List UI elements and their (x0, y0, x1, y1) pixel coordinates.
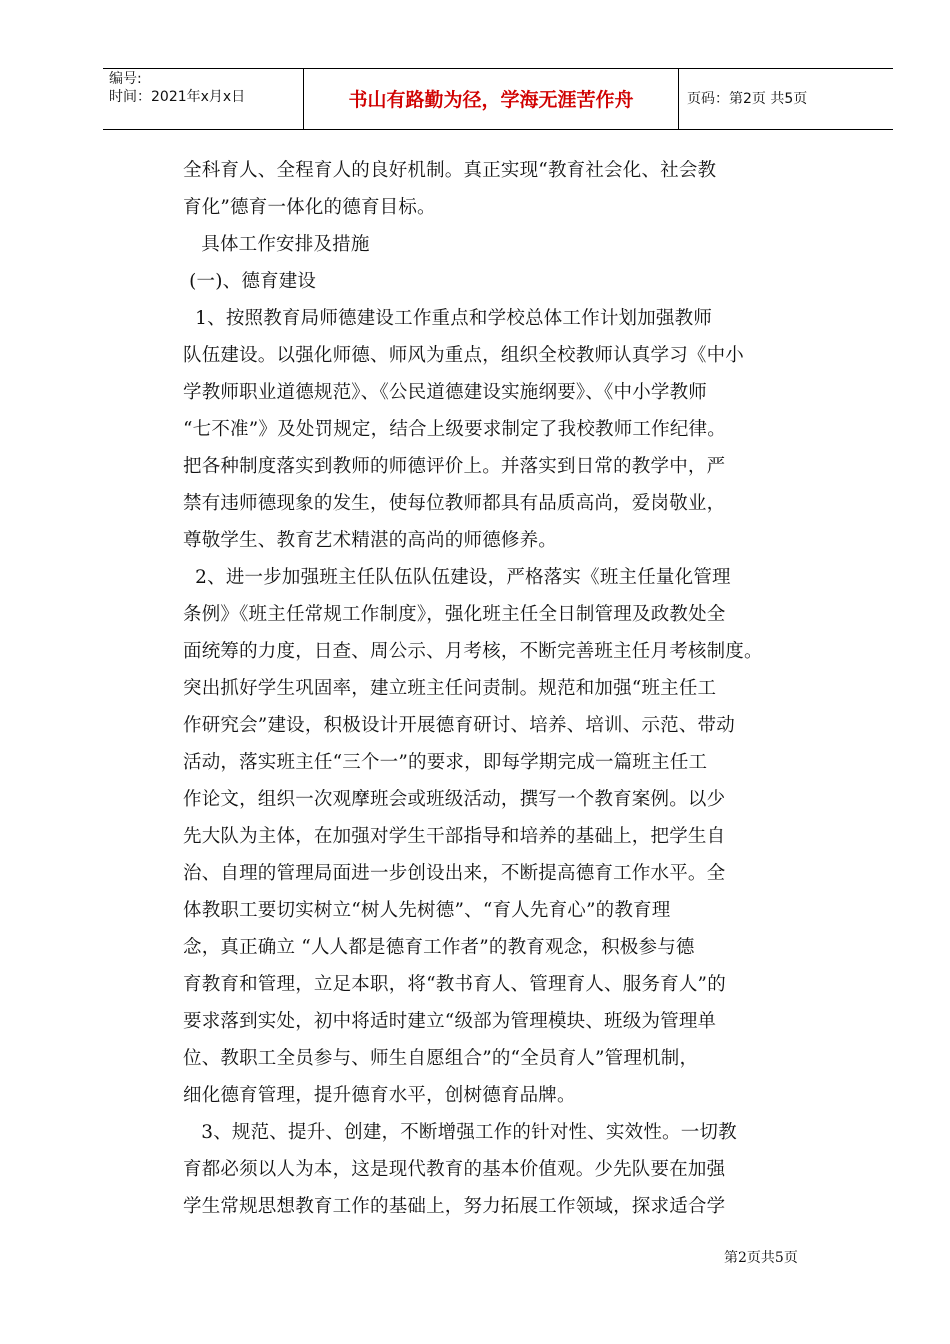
body-text-line: 3、规范、提升、创建，不断增强工作的针对性、实效性。一切教 (183, 1122, 737, 1143)
body-text-line: “七不准”》及处罚规定，结合上级要求制定了我校教师工作纪律。 (183, 419, 726, 440)
page-header (103, 68, 893, 130)
header-page-code: 页码：第2页 共5页 (687, 91, 808, 107)
header-info-cell (103, 69, 303, 129)
body-text-line: 面统筹的力度，日查、周公示、月考核，不断完善班主任月考核制度。 (183, 641, 763, 662)
body-text-line: 先大队为主体，在加强对学生干部指导和培养的基础上，把学生自 (183, 826, 726, 847)
body-text-line: 作论文，组织一次观摩班会或班级活动，撰写一个教育案例。以少 (183, 789, 726, 810)
body-text-line: (一)、德育建设 (183, 271, 317, 292)
body-text-line: 2、进一步加强班主任队伍队伍建设，严格落实《班主任量化管理 (183, 567, 731, 588)
header-motto-cell (303, 69, 679, 129)
body-text-line: 把各种制度落实到教师的师德评价上。并落实到日常的教学中，严 (183, 456, 726, 477)
body-text-line: 突出抓好学生巩固率，建立班主任问责制。规范和加强“班主任工 (183, 678, 717, 699)
body-text-line: 条例》《班主任常规工作制度》，强化班主任全日制管理及政教处全 (183, 604, 726, 625)
header-page-cell (679, 69, 893, 129)
body-text-line: 育都必须以人为本，这是现代教育的基本价值观。少先队要在加强 (183, 1159, 726, 1180)
body-text-line: 禁有违师德现象的发生，使每位教师都具有品质高尚，爱岗敬业， (183, 493, 726, 514)
body-text-line: 治、自理的管理局面进一步创设出来，不断提高德育工作水平。全 (183, 863, 726, 884)
page-footer: 第2页共5页 (724, 1250, 798, 1266)
body-text-line: 位、教职工全员参与、师生自愿组合”的“全员育人”管理机制， (183, 1048, 699, 1069)
document-number-label: 编号: (109, 71, 142, 87)
document-date-label: 时间：2021年x月x日 (109, 89, 246, 105)
body-text-line: 具体工作安排及措施 (183, 234, 370, 255)
body-text-line: 全科育人、全程育人的良好机制。真正实现“教育社会化、社会教 (183, 160, 717, 181)
body-text-line: 学生常规思想教育工作的基础上，努力拓展工作领域，探求适合学 (183, 1196, 726, 1217)
body-text-line: 1、按照教育局师德建设工作重点和学校总体工作计划加强教师 (183, 308, 713, 329)
body-text-line: 细化德育管理，提升德育水平，创树德育品牌。 (183, 1085, 576, 1106)
body-text-line: 育教育和管理，立足本职，将“教书育人、管理育人、服务育人”的 (183, 974, 726, 995)
body-text-line: 活动，落实班主任“三个一”的要求，即每学期完成一篇班主任工 (183, 752, 708, 773)
body-text-line: 要求落到实处，初中将适时建立“级部为管理模块、班级为管理单 (183, 1011, 717, 1032)
body-text-line: 队伍建设。以强化师德、师风为重点，组织全校教师认真学习《中小 (183, 345, 745, 366)
header-motto: 书山有路勤为径，学海无涯苦作舟 (348, 89, 634, 111)
document-body (183, 152, 823, 1225)
body-text-line: 尊敬学生、教育艺术精湛的高尚的师德修养。 (183, 530, 558, 551)
body-text-line: 育化”德育一体化的德育目标。 (183, 197, 436, 218)
body-text-line: 学教师职业道德规范》、《公民道德建设实施纲要》、《中小学教师 (183, 382, 708, 403)
body-text-line: 体教职工要切实树立“树人先树德”、“育人先育心”的教育理 (183, 900, 671, 921)
body-text-line: 作研究会”建设，积极设计开展德育研讨、培养、培训、示范、带动 (183, 715, 735, 736)
body-text-line: 念，真正确立 “人人都是德育工作者”的教育观念，积极参与德 (183, 937, 695, 958)
